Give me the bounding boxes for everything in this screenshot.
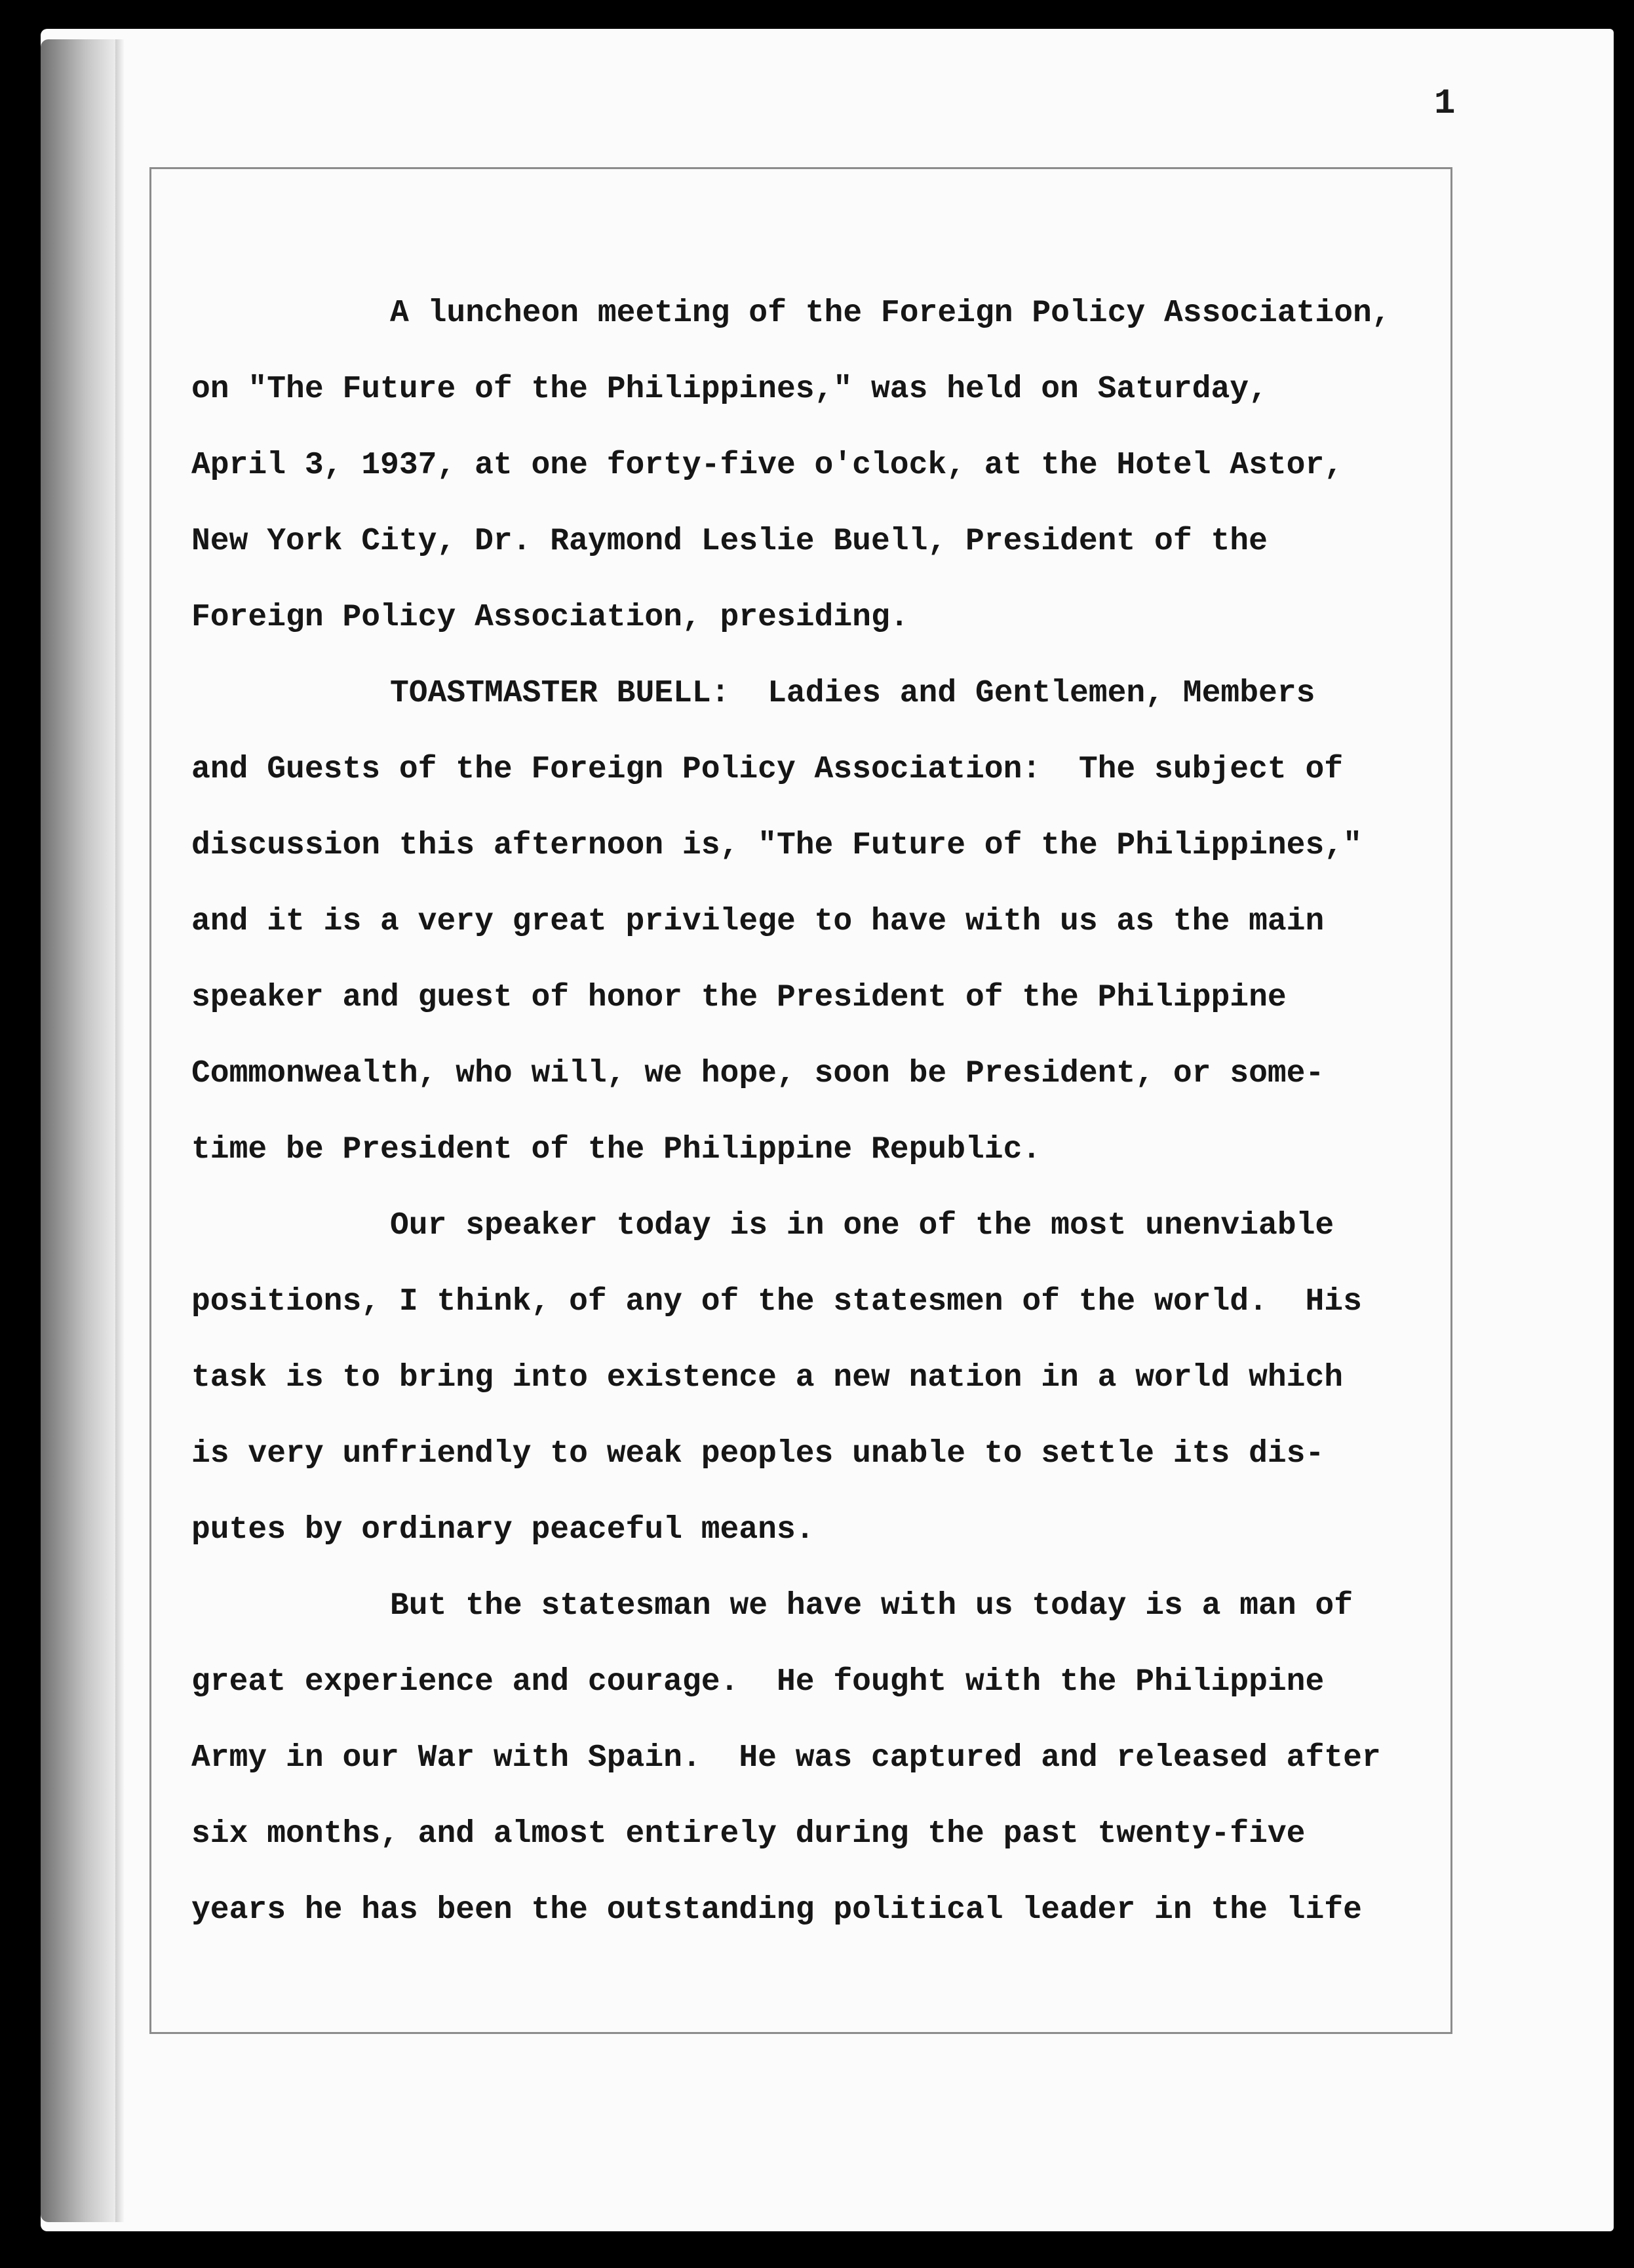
text-line: A luncheon meeting of the Foreign Policy Association,: [390, 296, 1391, 331]
text-line: time be President of the Philippine Republic.: [191, 1132, 1041, 1167]
text-line: putes by ordinary peaceful means.: [191, 1512, 815, 1548]
text-line: April 3, 1937, at one forty-five o'clock, at the Hotel Astor,: [191, 448, 1344, 483]
paragraph-intro: [191, 275, 1528, 655]
paragraph-statesman: [191, 1568, 1528, 1948]
paragraph-toastmaster: [191, 655, 1528, 1188]
text-line: discussion this afternoon is, "The Future of the Philippines,": [191, 828, 1362, 863]
text-line: TOASTMASTER BUELL: Ladies and Gentlemen, Members: [390, 676, 1315, 711]
text-line: Our speaker today is in one of the most unenviable: [390, 1208, 1334, 1243]
document-body: [191, 275, 1528, 1948]
text-line: New York City, Dr. Raymond Leslie Buell, President of the: [191, 524, 1268, 559]
paragraph-speaker: [191, 1188, 1528, 1568]
page-number: 1: [1434, 84, 1456, 124]
text-line: and Guests of the Foreign Policy Association: The subject of: [191, 752, 1344, 787]
text-line: is very unfriendly to weak peoples unable to settle its dis-: [191, 1436, 1325, 1472]
text-line: Foreign Policy Association, presiding.: [191, 600, 909, 635]
text-line: speaker and guest of honor the President of the Philippine: [191, 980, 1287, 1015]
text-line: Army in our War with Spain. He was captured and released after: [191, 1740, 1381, 1776]
binding-shadow: [41, 39, 116, 2222]
text-line: and it is a very great privilege to have with us as the main: [191, 904, 1325, 939]
text-line: Commonwealth, who will, we hope, soon be President, or some-: [191, 1056, 1325, 1091]
text-line: But the statesman we have with us today is a man of: [390, 1588, 1353, 1624]
text-line: six months, and almost entirely during the past twenty-five: [191, 1816, 1306, 1852]
text-line: years he has been the outstanding political leader in the life: [191, 1892, 1362, 1928]
text-line: great experience and courage. He fought with the Philippine: [191, 1664, 1325, 1700]
text-line: positions, I think, of any of the statesmen of the world. His: [191, 1284, 1362, 1320]
text-line: on "The Future of the Philippines," was held on Saturday,: [191, 372, 1268, 407]
binding-edge: [115, 39, 125, 2222]
text-line: task is to bring into existence a new nation in a world which: [191, 1360, 1344, 1396]
